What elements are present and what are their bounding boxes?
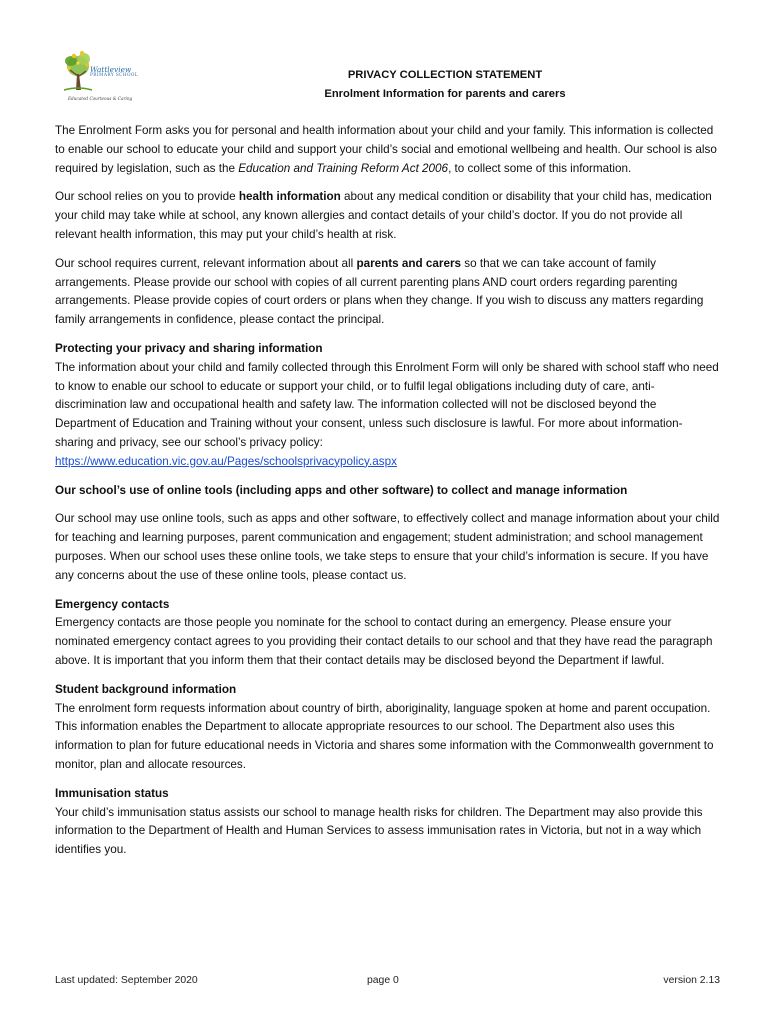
emergency-contacts-paragraph: Emergency contacts are those people you nominate for the school to contact during an emergency. Please ensure your nominated emergency contact agrees to you providing their contact details to our school and that they have read the paragraph above. It is important that you inform them that their contact details may be disclosed beyond the Department if lawful. [55, 616, 713, 667]
document-subtitle: Enrolment Information for parents and carers [324, 88, 566, 100]
immunisation-paragraph: Your child’s immunisation status assists our school to manage health risks for children. The Department may also provide this information to the Department of Health and Human Services to assess immunisation rates in Victoria, but not in a way which identifies you. [55, 805, 703, 857]
page-number: page 0 [367, 975, 399, 986]
logo-motto: Educated Courteous & Caring [68, 96, 133, 101]
document-header [0, 66, 770, 104]
last-updated: Last updated: September 2020 [55, 975, 198, 986]
online-tools-paragraph: Our school may use online tools, such as apps and other software, to effectively collect and manage information about your child for teaching and learning purposes, parent communication and engagement; student administration; and school management purposes. When our school uses these online tools, we take steps to ensure that your child’s information is secure. If you have any concerns about the use of these online tools, please contact us. [55, 512, 720, 582]
document-title: PRIVACY COLLECTION STATEMENT [347, 69, 543, 81]
immunisation-heading: Immunisation status [55, 786, 169, 800]
parents-carers-emphasis: parents and carers [356, 256, 462, 270]
act-name: Education and Training Reform Act 2006 [238, 161, 449, 175]
page-footer [55, 975, 720, 993]
version-label: version 2.13 [663, 975, 720, 986]
privacy-policy-link[interactable]: https://www.education.vic.gov.au/Pages/schoolsprivacypolicy.aspx [55, 454, 397, 468]
online-tools-heading: Our school’s use of online tools (including apps and other software) to collect and manage information [55, 483, 628, 497]
privacy-heading: Protecting your privacy and sharing information [55, 341, 323, 355]
privacy-paragraph: The information about your child and family collected through this Enrolment Form will only be shared with school staff who need to know to enable our school to educate or support your child, or to fulfil legal obligations including duty of care, anti-discrimination law and occupational health and safety law. The information collected will not be disclosed beyond the Department of Education and Training without your consent, unless such disclosure is lawful. For more about information-sharing and privacy, see our school’s privacy policy: https://www.education.vic.gov.au/Pages/schoolsprivacypolicy.aspx [55, 360, 719, 468]
logo-subtitle: PRIMARY SCHOOL [90, 73, 139, 79]
document-body [55, 122, 720, 870]
emergency-contacts-heading: Emergency contacts [55, 597, 170, 611]
logo-name: Wattleview [90, 65, 132, 74]
health-information-emphasis: health information [238, 190, 341, 204]
student-background-heading: Student background information [55, 682, 237, 696]
intro-paragraph-2: Our school relies on you to provide health information about any medical condition or disability that your child has, medication your child may take while at school, any known allergies and contact details of your child’s doctor. If you do not provide all relevant health information, this may put your child’s health at risk. [55, 190, 712, 241]
student-background-paragraph: The enrolment form requests information about country of birth, aboriginality, language spoken at home and parent occupation. This information enables the Department to allocate appropriate resources to our school. The Department also uses this information to plan for future educational needs in Victoria and shares some information with the Commonwealth government to monitor, plan and allocate resources. [55, 701, 714, 771]
intro-paragraph-3: Our school requires current, relevant information about all parents and carers so that we can take account of family arrangements. Please provide our school with copies of all current parenting plans AND court orders regarding parenting arrangements. Please provide copies of court orders or plans when they change. If you wish to discuss any matters regarding family arrangements in confidence, please contact the principal. [55, 256, 704, 327]
intro-paragraph-1: The Enrolment Form asks you for personal and health information about your child and your family. This information is collected to enable our school to educate your child and support your child’s social and emotional wellbeing and health. Our school is also required by legislation, such as the Education and Training Reform Act 2006, to collect some of this information. [55, 124, 717, 175]
